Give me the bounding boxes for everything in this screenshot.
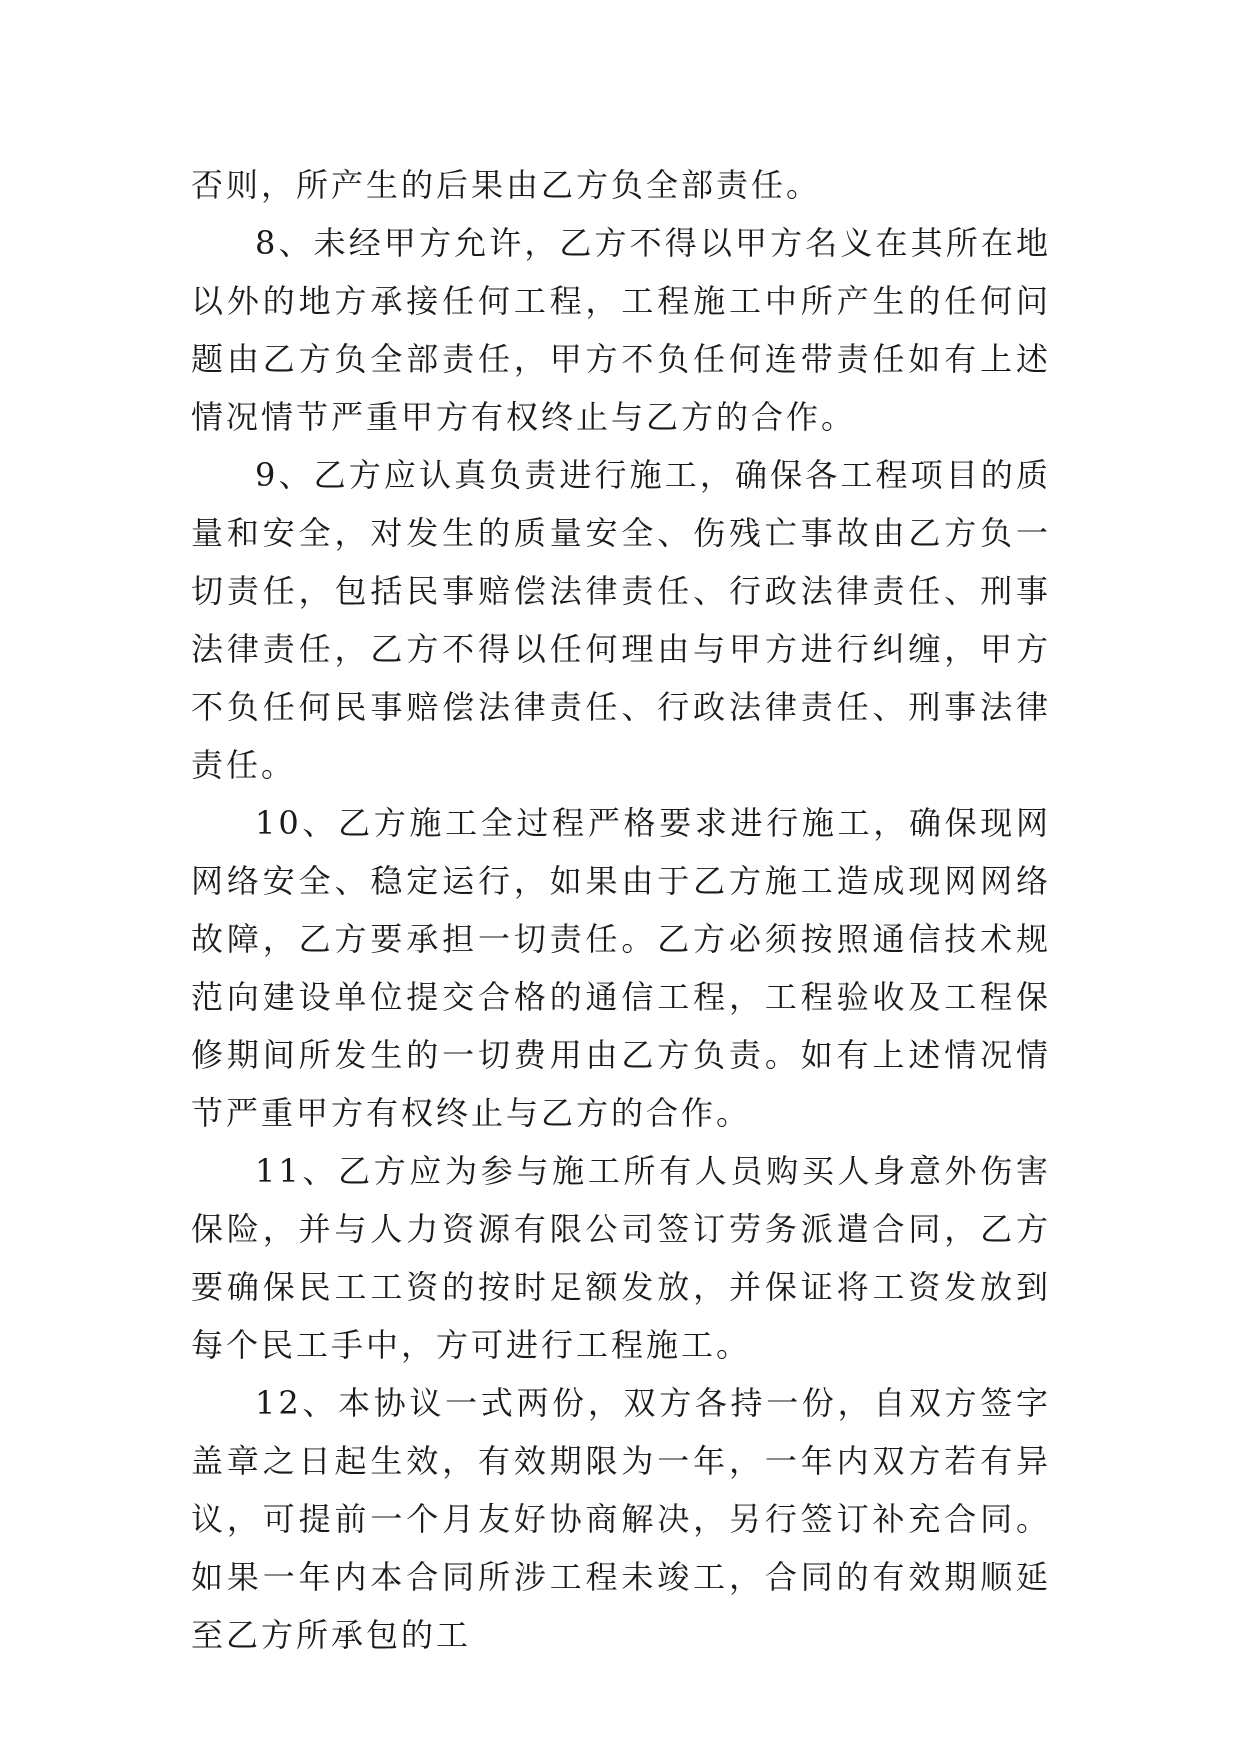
paragraph-clause-8: 8、未经甲方允许，乙方不得以甲方名义在其所在地以外的地方承接任何工程，工程施工中所产生的任何问题由乙方负全部责任，甲方不负任何连带责任如有上述情况情节严重甲方有权终止与乙方的合作。 xyxy=(191,224,1051,436)
paragraph-continuation: 否则，所产生的后果由乙方负全部责任。 xyxy=(191,166,822,204)
paragraph-clause-9: 9、乙方应认真负责进行施工，确保各工程项目的质量和安全，对发生的质量安全、伤残亡事故由乙方负一切责任，包括民事赔偿法律责任、行政法律责任、刑事法律责任，乙方不得以任何理由与甲方进行纠缠，甲方不负任何民事赔偿法律责任、行政法律责任、刑事法律责任。 xyxy=(191,456,1051,784)
paragraph-clause-11: 11、乙方应为参与施工所有人员购买人身意外伤害保险，并与人力资源有限公司签订劳务派遣合同，乙方要确保民工工资的按时足额发放，并保证将工资发放到每个民工手中，方可进行工程施工。 xyxy=(191,1152,1051,1364)
paragraph-clause-12: 12、本协议一式两份，双方各持一份，自双方签字盖章之日起生效，有效期限为一年，一年内双方若有异议，可提前一个月友好协商解决，另行签订补充合同。如果一年内本合同所涉工程未竣工，合同的有效期顺延至乙方所承包的工 xyxy=(191,1384,1051,1654)
paragraph-clause-10: 10、乙方施工全过程严格要求进行施工，确保现网网络安全、稳定运行，如果由于乙方施工造成现网网络故障，乙方要承担一切责任。乙方必须按照通信技术规范向建设单位提交合格的通信工程，工程验收及工程保修期间所发生的一切费用由乙方负责。如有上述情况情节严重甲方有权终止与乙方的合作。 xyxy=(191,804,1051,1132)
contract-text-body xyxy=(191,156,1051,1664)
